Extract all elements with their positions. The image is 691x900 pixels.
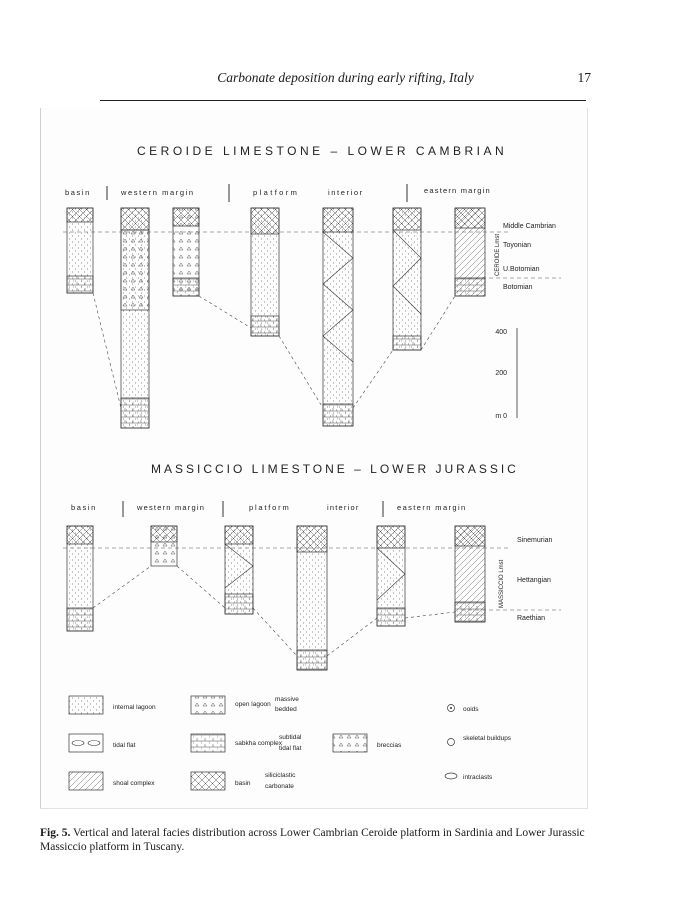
- top-stage-u-botomian: U.Botomian: [503, 266, 540, 273]
- top-column-4: [251, 208, 279, 336]
- legend-breccias: breccias: [377, 742, 402, 749]
- bottom-stage-hettangian: Hettangian: [517, 577, 551, 584]
- top-section-title: CEROIDE LIMESTONE – LOWER CAMBRIAN: [137, 144, 508, 158]
- legend-swatch-sabkha-complex: [191, 734, 225, 752]
- bottom-column-6: [455, 526, 485, 622]
- caption-text: Vertical and lateral facies distribution across Lower Cambrian Ceroide platform in Sardinia and Lower Jurassic Massiccio platform in Tuscany.: [40, 827, 585, 853]
- legend: [69, 696, 512, 790]
- top-zone-platform: platform: [253, 188, 300, 197]
- top-zone-bar: [65, 184, 491, 202]
- bottom-zone-basin: basin: [71, 503, 97, 512]
- skeletal-buildup-icon: [448, 739, 455, 746]
- legend-sabkha-complex: sabkha complex: [235, 740, 282, 747]
- top-stage-botomian: Botomian: [503, 284, 533, 291]
- bottom-stage-raethian: Raethian: [517, 615, 546, 622]
- bottom-zone-bar: [71, 501, 467, 517]
- legend-subtidal: subtidal: [279, 734, 302, 741]
- top-column-5: [323, 208, 353, 426]
- legend-siliciclastic: siliciclastic: [265, 772, 296, 779]
- top-stage-middle-cambrian: Middle Cambrian: [503, 223, 556, 230]
- legend-massive: massive: [275, 696, 299, 703]
- top-zone-western-margin: western margin: [121, 188, 195, 197]
- top-stage-toyonian: Toyonian: [503, 242, 532, 249]
- bottom-stage-sinemurian: Sinemurian: [517, 537, 553, 544]
- legend-internal-lagoon: internal lagoon: [113, 704, 156, 711]
- bottom-column-2: [151, 526, 177, 566]
- legend-swatch-basin: [191, 772, 225, 790]
- scale-0: m 0: [495, 413, 507, 420]
- legend-swatch-shoal-complex: [69, 772, 103, 790]
- caption-label: Fig. 5.: [40, 827, 71, 839]
- bottom-unit-label: MASSICCIO Lmst: [499, 559, 505, 608]
- legend-swatch-open-lagoon: [191, 696, 225, 714]
- top-column-3: [173, 208, 199, 296]
- bottom-zone-platform: platform: [249, 503, 291, 512]
- bottom-column-4: [297, 526, 327, 670]
- legend-basin: basin: [235, 780, 251, 787]
- legend-carbonate: carbonate: [265, 783, 294, 790]
- facies-diagram: [41, 108, 587, 808]
- legend-open-lagoon: open lagoon: [235, 701, 271, 708]
- scale-400: 400: [495, 329, 507, 336]
- legend-bedded: bedded: [275, 706, 297, 713]
- legend-tidal-flat-sub: tidal flat: [279, 745, 302, 752]
- intraclast-icon: [445, 773, 457, 779]
- figure-caption: [40, 826, 586, 854]
- legend-skeletal-buildups: skeletal buildups: [463, 735, 512, 742]
- top-scale-bar: [495, 328, 517, 420]
- bottom-column-5: [377, 526, 405, 626]
- bottom-column-1: [67, 526, 93, 631]
- page-header: [0, 70, 691, 90]
- legend-ooids: ooids: [463, 706, 479, 713]
- legend-swatch-breccias: [333, 734, 367, 752]
- legend-swatch-tidal-flat: [69, 734, 103, 752]
- top-zone-eastern-margin: eastern margin: [424, 186, 491, 195]
- top-zone-interior: interior: [328, 188, 364, 197]
- top-zone-basin: basin: [65, 188, 91, 197]
- page-number: 17: [577, 70, 591, 85]
- scale-200: 200: [495, 370, 507, 377]
- top-column-6: [393, 208, 421, 350]
- legend-intraclasts: intraclasts: [463, 774, 493, 781]
- top-unit-label: CEROIDE Lmst: [495, 233, 501, 276]
- top-column-1: [67, 208, 93, 293]
- header-rule: [100, 100, 586, 101]
- figure-5: [40, 108, 588, 809]
- bottom-column-3: [225, 526, 253, 614]
- top-column-2: [121, 208, 149, 428]
- legend-tidal-flat: tidal flat: [113, 742, 136, 749]
- legend-shoal-complex: shoal complex: [113, 780, 155, 787]
- bottom-section-title: MASSICCIO LIMESTONE – LOWER JURASSIC: [151, 462, 519, 476]
- bottom-zone-interior: interior: [327, 503, 360, 512]
- legend-swatch-internal-lagoon: [69, 696, 103, 714]
- running-title: Carbonate deposition during early rifting, Italy: [217, 70, 474, 85]
- bottom-zone-western-margin: western margin: [137, 503, 206, 512]
- top-column-7: [455, 208, 485, 296]
- bottom-zone-eastern-margin: eastern margin: [397, 503, 467, 512]
